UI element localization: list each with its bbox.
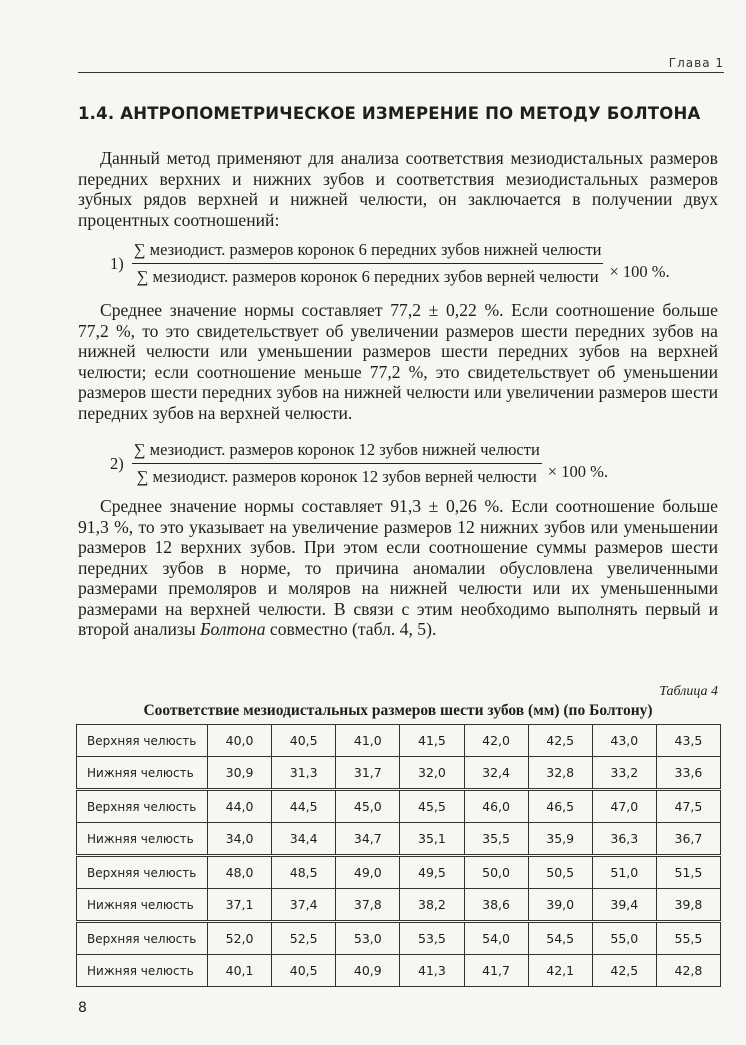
table-cell: 39,4 <box>592 889 656 922</box>
table-cell: 31,3 <box>272 757 336 790</box>
row-label: Нижняя челюсть <box>77 955 208 987</box>
table-cell: 44,5 <box>272 790 336 823</box>
norm-paragraph-1: Среднее значение нормы составляет 77,2 ± 0,22 %. Если соотношение больше 77,2 %, то это свидетельствует об увеличении размеров шести передних зубов на нижней челюсти или уменьшении размеров шести передних зубов на верхней челюсти; если соотношение меньше 77,2 %, это свидетельствует об уменьшении размеров шести передних зубов на нижней челюсти или увеличении размеров шести передних зубов на верхней челюсти. <box>78 300 718 423</box>
table-cell: 32,4 <box>464 757 528 790</box>
table-cell: 33,2 <box>592 757 656 790</box>
table-cell: 49,0 <box>336 856 400 889</box>
table-cell: 36,7 <box>656 823 720 856</box>
table-cell: 42,8 <box>656 955 720 987</box>
table-cell: 55,0 <box>592 922 656 955</box>
formula-1-denominator: ∑ мезиодист. размеров коронок 6 передних зубов верней челюсти <box>136 267 599 286</box>
table-row <box>77 823 721 856</box>
table-row <box>77 856 721 889</box>
table-cell: 42,1 <box>528 955 592 987</box>
table-cell: 34,0 <box>208 823 272 856</box>
row-label: Нижняя челюсть <box>77 757 208 790</box>
bolton-table-body <box>77 725 721 987</box>
table-cell: 37,8 <box>336 889 400 922</box>
formula-2-numerator: ∑ мезиодист. размеров коронок 12 зубов нижней челюсти <box>132 440 542 464</box>
table-cell: 32,8 <box>528 757 592 790</box>
table-cell: 43,5 <box>656 725 720 757</box>
table-cell: 55,5 <box>656 922 720 955</box>
table-cell: 48,5 <box>272 856 336 889</box>
table-cell: 34,7 <box>336 823 400 856</box>
running-head-chapter: Глава 1 <box>78 56 724 73</box>
norm-paragraph-2-text-a: Среднее значение нормы составляет 91,3 ± 0,26 %. Если соотношение больше 91,3 %, то это указывает на увеличение размеров 12 нижних зубов или уменьшении размеров 12 верхних зубов. При этом если соотношение суммы размеров шести передних зубов в норме, то причина аномалии обусловлена увеличенными размерами премоляров и моляров на нижней челюсти или их уменьшенными размерами на верхней челюсти. В связи с этим необходимо выполнять первый и второй анализы <box>78 496 718 639</box>
table-cell: 50,0 <box>464 856 528 889</box>
formula-2-number: 2) <box>110 453 124 473</box>
table-cell: 36,3 <box>592 823 656 856</box>
table-cell: 47,0 <box>592 790 656 823</box>
row-label: Нижняя челюсть <box>77 889 208 922</box>
table-row <box>77 955 721 987</box>
table-cell: 41,7 <box>464 955 528 987</box>
intro-paragraph: Данный метод применяют для анализа соответствия мезиодистальных размеров передних верхних и нижних зубов и соответствия мезиодистальных размеров зубных рядов верхней и нижней челюсти, он заключается в получении двух процентных соотношений: <box>78 148 718 230</box>
table-cell: 49,5 <box>400 856 464 889</box>
table-cell: 41,0 <box>336 725 400 757</box>
table-cell: 42,0 <box>464 725 528 757</box>
row-label: Нижняя челюсть <box>77 823 208 856</box>
table-cell: 33,6 <box>656 757 720 790</box>
table-cell: 39,0 <box>528 889 592 922</box>
table-cell: 40,1 <box>208 955 272 987</box>
row-label: Верхняя челюсть <box>77 725 208 757</box>
table-cell: 50,5 <box>528 856 592 889</box>
formula-2-fraction <box>132 440 542 487</box>
table-row <box>77 889 721 922</box>
formula-1-fraction <box>132 240 604 287</box>
table-cell: 41,3 <box>400 955 464 987</box>
row-label: Верхняя челюсть <box>77 856 208 889</box>
table-cell: 37,4 <box>272 889 336 922</box>
formula-1-multiplier: × 100 %. <box>609 261 670 281</box>
table-cell: 40,5 <box>272 955 336 987</box>
table-cell: 31,7 <box>336 757 400 790</box>
table-cell: 35,1 <box>400 823 464 856</box>
table-cell: 46,0 <box>464 790 528 823</box>
table-cell: 52,0 <box>208 922 272 955</box>
formula-1 <box>110 240 670 287</box>
table-cell: 42,5 <box>528 725 592 757</box>
table-cell: 38,6 <box>464 889 528 922</box>
formula-2-denominator: ∑ мезиодист. размеров коронок 12 зубов верней челюсти <box>136 467 537 486</box>
table-cell: 39,8 <box>656 889 720 922</box>
author-name: Болтона <box>200 619 266 639</box>
table-cell: 53,0 <box>336 922 400 955</box>
table-cell: 44,0 <box>208 790 272 823</box>
table-cell: 35,9 <box>528 823 592 856</box>
table-row <box>77 757 721 790</box>
formula-2-multiplier: × 100 %. <box>547 461 608 481</box>
norm-paragraph-2-text-b: совместно (табл. 4, 5). <box>265 619 437 639</box>
table-cell: 37,1 <box>208 889 272 922</box>
table-row <box>77 790 721 823</box>
table-cell: 35,5 <box>464 823 528 856</box>
formula-1-numerator: ∑ мезиодист. размеров коронок 6 передних зубов нижней челюсти <box>132 240 604 264</box>
table-cell: 41,5 <box>400 725 464 757</box>
norm-paragraph-2 <box>78 496 718 640</box>
row-label: Верхняя челюсть <box>77 922 208 955</box>
bolton-table <box>76 724 721 987</box>
table-cell: 30,9 <box>208 757 272 790</box>
table-cell: 45,5 <box>400 790 464 823</box>
table-cell: 46,5 <box>528 790 592 823</box>
page-number: 8 <box>78 1000 87 1016</box>
table-cell: 34,4 <box>272 823 336 856</box>
table-cell: 45,0 <box>336 790 400 823</box>
table-cell: 54,5 <box>528 922 592 955</box>
table-cell: 40,9 <box>336 955 400 987</box>
table-cell: 48,0 <box>208 856 272 889</box>
table-cell: 38,2 <box>400 889 464 922</box>
table-cell: 40,0 <box>208 725 272 757</box>
table-cell: 32,0 <box>400 757 464 790</box>
table-cell: 47,5 <box>656 790 720 823</box>
table-cell: 51,5 <box>656 856 720 889</box>
table-row <box>77 725 721 757</box>
formula-1-number: 1) <box>110 253 124 273</box>
table-cell: 40,5 <box>272 725 336 757</box>
table-title: Соответствие мезиодистальных размеров шести зубов (мм) (по Болтону) <box>143 702 653 719</box>
formula-2 <box>110 440 608 487</box>
table-label: Таблица 4 <box>659 684 718 699</box>
section-title: 1.4. АНТРОПОМЕТРИЧЕСКОЕ ИЗМЕРЕНИЕ ПО МЕТОДУ БОЛТОНА <box>78 104 701 123</box>
table-cell: 51,0 <box>592 856 656 889</box>
table-cell: 43,0 <box>592 725 656 757</box>
table-cell: 42,5 <box>592 955 656 987</box>
row-label: Верхняя челюсть <box>77 790 208 823</box>
table-cell: 52,5 <box>272 922 336 955</box>
table-cell: 54,0 <box>464 922 528 955</box>
table-cell: 53,5 <box>400 922 464 955</box>
table-row <box>77 922 721 955</box>
